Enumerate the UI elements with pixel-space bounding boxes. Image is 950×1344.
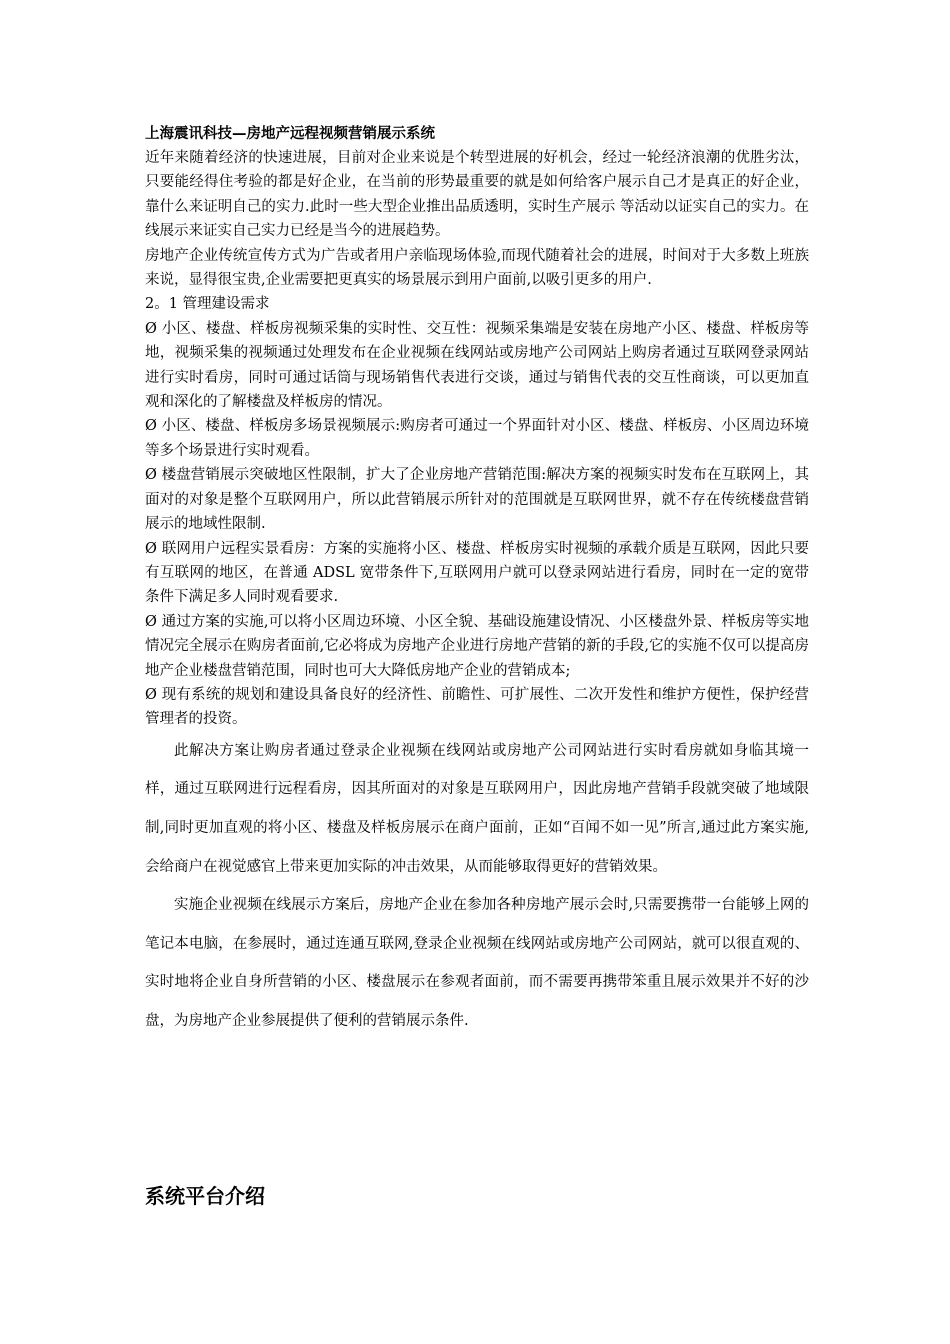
bullet-item-1: Ø 小区、楼盘、样板房视频采集的实时性、交互性：视频采集端是安装在房地产小区、楼盘、样板房等地，视频采集的视频通过处理发布在企业视频在线网站或房地产公司网站上购房者通过互联网登录网站进行实时看房，同时可通过话筒与现场销售代表进行交谈，通过与销售代表的交互性商谈，可以更加直观和深化的了解楼盘及样板房的情况。	[145, 320, 809, 411]
bullet-item-6: Ø 现有系统的规划和建设具备良好的经济性、前瞻性、可扩展性、二次开发性和维护方便性，保护经营管理者的投资。	[145, 686, 809, 728]
bullet-item-5: Ø 通过方案的实施,可以将小区周边环境、小区全貌、基础设施建设情况、小区楼盘外景、样板房等实地情况完全展示在购房者面前,它必将成为房地产企业进行房地产营销的新的手段,它的实施不仅可以提高房地产企业楼盘营销范围，同时也可大大降低房地产企业的营销成本;	[145, 613, 809, 679]
bullet-item-2: Ø 小区、楼盘、样板房多场景视频展示:购房者可通过一个界面针对小区、楼盘、样板房、小区周边环境等多个场景进行实时观看。	[145, 418, 809, 459]
closing-paragraph-2: 实施企业视频在线展示方案后，房地产企业在参加各种房地产展示会时,只需要携带一台能够上网的笔记本电脑，在参展时，通过连通互联网,登录企业视频在线网站或房地产公司网站，就可以很直观的、实时地将企业自身所营销的小区、楼盘展示在参观者面前，而不需要再携带笨重且展示效果并不好的沙盘，为房地产企业参展提供了便利的营销展示条件.	[145, 897, 809, 1029]
document-title: 上海震讯科技—房地产远程视频营销展示系统	[145, 126, 435, 142]
subsection-heading: 2。1 管理建设需求	[145, 296, 270, 313]
intro-paragraph-2: 房地产企业传统宣传方式为广告或者用户亲临现场体验,而现代随着社会的进展，时间对于大多数上班族来说，显得很宝贵,企业需要把更真实的场景展示到用户面前,以吸引更多的用户.	[145, 247, 809, 289]
intro-paragraph-1: 近年来随着经济的快速进展，目前对企业来说是个转型进展的好机会，经过一轮经济浪潮的优胜劣汰，只要能经得住考验的都是好企业，在当前的形势最重要的就是如何给客户展示自己才是真正的好企业，靠什么来证明自己的实力.此时一些大型企业推出品质透明，实时生产展示 等活动以证实自己的实力。在线展示来证实自己实力已经是当今的进展趋势。	[145, 150, 809, 240]
document-body	[145, 122, 809, 1041]
bullet-item-3: Ø 楼盘营销展示突破地区性限制，扩大了企业房地产营销范围:解决方案的视频实时发布在互联网上，其面对的对象是整个互联网用户，所以此营销展示所针对的范围就是互联网世界，就不存在传统楼盘营销展示的地域性限制.	[145, 467, 809, 533]
closing-paragraph-1: 此解决方案让购房者通过登录企业视频在线网站或房地产公司网站进行实时看房就如身临其境一样，通过互联网进行远程看房，因其所面对的对象是互联网用户，因此房地产营销手段就突破了地域限制,同时更加直观的将小区、楼盘及样板房展示在商户面前，正如“百闻不如一见”所言,通过此方案实施,会给商户在视觉感官上带来更加实际的冲击效果，从而能够取得更好的营销效果。	[145, 742, 809, 875]
section-heading: 系统平台介绍	[145, 1184, 265, 1208]
bullet-item-4: Ø 联网用户远程实景看房：方案的实施将小区、楼盘、样板房实时视频的承载介质是互联网，因此只要有互联网的地区，在普通 ADSL 宽带条件下,互联网用户就可以登录网站进行看房，同时在一定的宽带条件下满足多人同时观看要求.	[145, 540, 809, 606]
